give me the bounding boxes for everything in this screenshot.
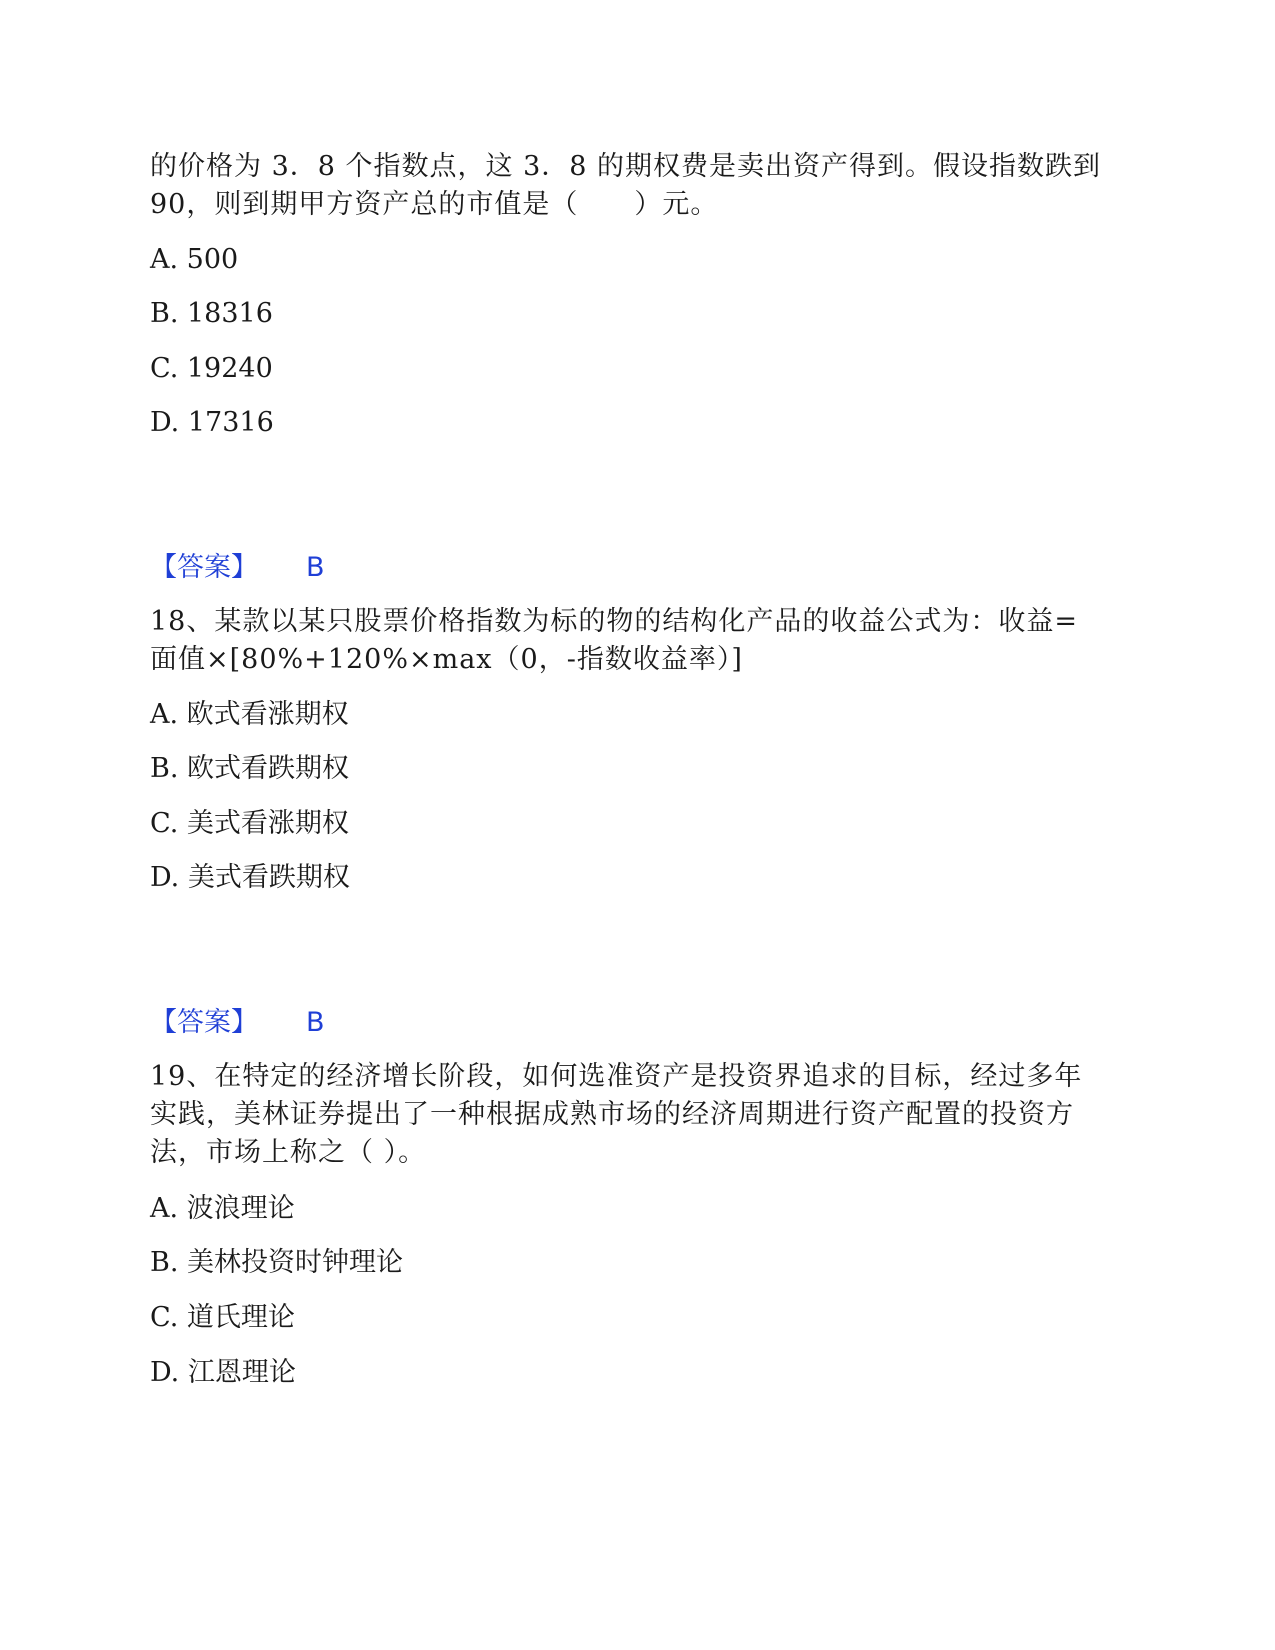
q19-option-a: A. 波浪理论	[150, 1193, 295, 1224]
q19-option-b: B. 美林投资时钟理论	[150, 1247, 404, 1278]
q18-option-b: B. 欧式看跌期权	[150, 753, 350, 784]
q17-option-d: D. 17316	[150, 407, 274, 438]
q18-text-line-1: 18、某款以某只股票价格指数为标的物的结构化产品的收益公式为：收益=	[150, 606, 1078, 637]
q18-option-d: D. 美式看跌期权	[150, 862, 350, 893]
q18-text-line-2: 面值×[80%+120%×max（0，-指数收益率）]	[150, 644, 743, 675]
q17-text-line-2: 90，则到期甲方资产总的市值是（ ）元。	[150, 189, 719, 220]
answer-value: B	[306, 552, 325, 583]
answer-value: B	[306, 1007, 325, 1038]
answer-label: 【答案】	[150, 1007, 258, 1038]
q18-option-c: C. 美式看涨期权	[150, 808, 349, 839]
q19-text-line-3: 法，市场上称之（ ）。	[150, 1137, 427, 1168]
q17-option-b: B. 18316	[150, 298, 273, 329]
q18-answer	[150, 1006, 325, 1040]
q17-answer	[150, 551, 325, 585]
q19-text-line-1: 19、在特定的经济增长阶段，如何选准资产是投资界追求的目标，经过多年	[150, 1061, 1083, 1092]
q19-text-line-2: 实践，美林证券提出了一种根据成熟市场的经济周期进行资产配置的投资方	[150, 1099, 1074, 1130]
q17-option-c: C. 19240	[150, 353, 273, 384]
q17-option-a: A. 500	[150, 244, 239, 275]
q19-option-d: D. 江恩理论	[150, 1357, 296, 1388]
q18-option-a: A. 欧式看涨期权	[150, 699, 349, 730]
q17-text-line-1: 的价格为 3．8 个指数点，这 3．8 的期权费是卖出资产得到。假设指数跌到	[150, 151, 1102, 182]
answer-label: 【答案】	[150, 552, 258, 583]
q19-option-c: C. 道氏理论	[150, 1302, 295, 1333]
